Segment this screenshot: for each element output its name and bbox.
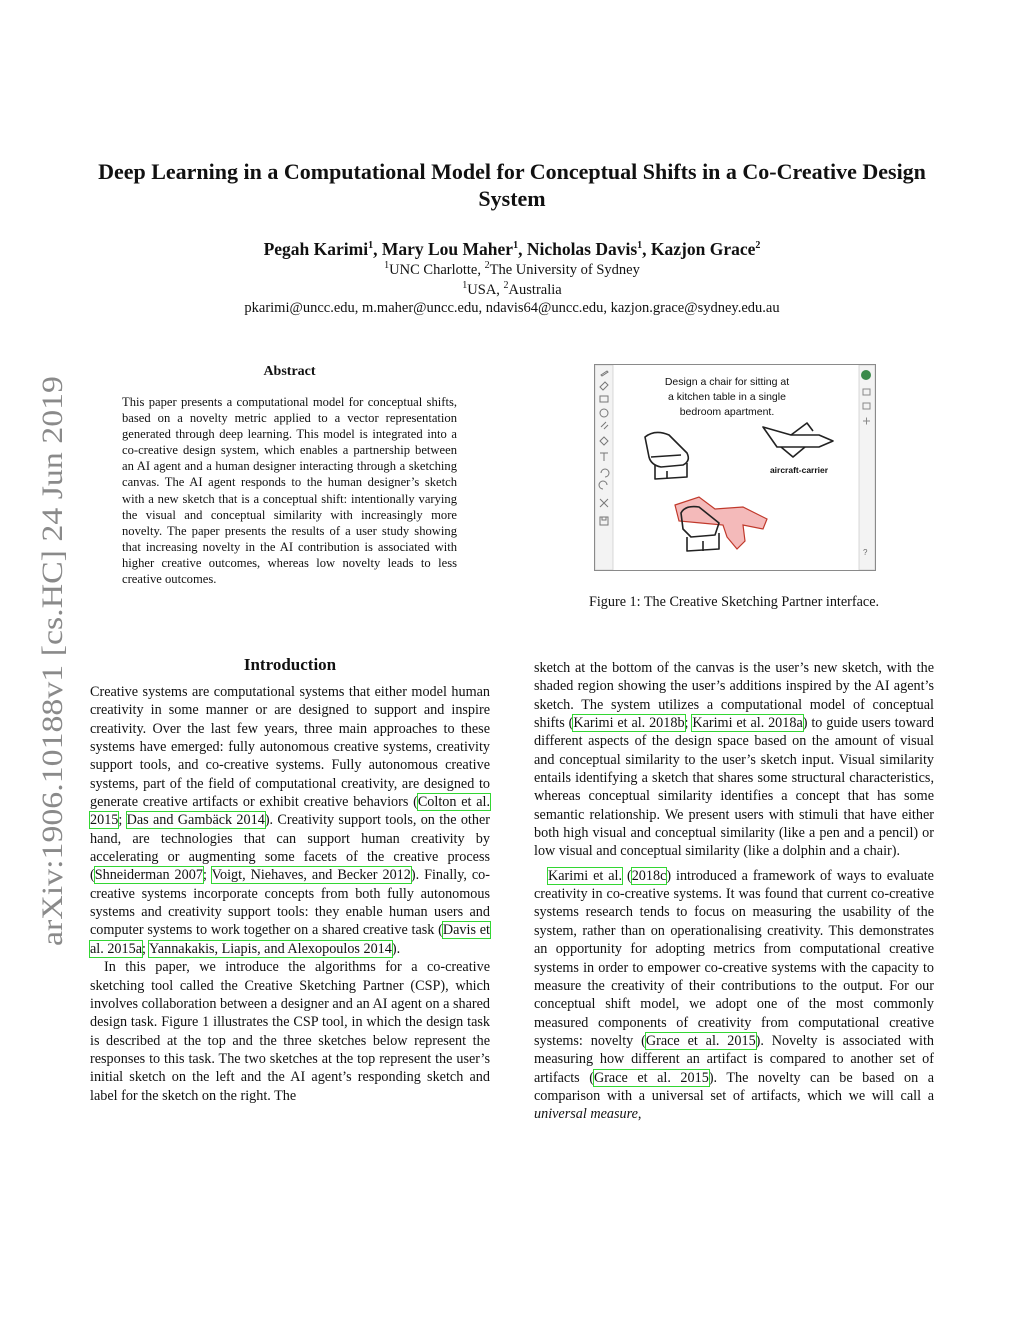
body-text: ).	[391, 940, 401, 957]
author-affil-mark: 1	[368, 240, 374, 252]
citation-link[interactable]: 2018c	[631, 867, 667, 884]
affil-mark: 1	[384, 260, 390, 272]
affil-mark: 2	[484, 260, 490, 272]
avatar	[861, 370, 871, 380]
citation-link[interactable]: Grace et al. 2015	[645, 1032, 756, 1049]
paragraph	[90, 683, 490, 958]
author-affil-mark: 1	[637, 240, 643, 252]
author-emails: pkarimi@uncc.edu, m.maher@uncc.edu, ndavis64@uncc.edu, kazjon.grace@sydney.edu.au	[244, 300, 780, 316]
body-text: ). Creativity support tools, on the other hand, are technologies that can support human creativity by accelerating or augmenting some facets of the creative process (	[90, 812, 490, 884]
left-column	[90, 683, 490, 1105]
citation-link[interactable]: Das and Gambäck 2014	[126, 812, 265, 829]
affil-mark: 1	[462, 280, 468, 292]
affiliation: The University of Sydney	[489, 262, 640, 278]
paper-title: Deep Learning in a Computational Model for Conceptual Shifts in a Co-Creative Design System	[98, 159, 926, 211]
citation-separator: ;	[142, 940, 149, 957]
author-affil-mark: 2	[755, 240, 761, 252]
author-separator: ,	[518, 239, 527, 259]
affil-mark: 2	[503, 280, 509, 292]
body-text: ). Finally, co-creative systems incorporate concepts from both fully autonomous systems and creativity support tools: they enable human users and computer systems to work together on a shared creative task (	[90, 867, 491, 939]
affiliation: USA,	[467, 282, 504, 298]
author: Nicholas Davis	[526, 239, 638, 259]
paragraph: In this paper, we introduce the algorithms for a co-creative sketching tool called the Creative Sketching Partner (CSP), which involves collaboration between a designer and an AI agent on a shared design task. Figure 1 illustrates the CSP tool, in which the design task is described at the top and the three sketches below represent the responses to this task. The two sketches at the top represent the user’s initial sketch on the left and the AI agent’s responding sketch and label for the sketch on the right. The	[90, 959, 490, 1104]
ai-response-sketch	[763, 423, 833, 457]
ai-sketch-label: aircraft-carrier	[769, 465, 829, 475]
user-initial-sketch	[645, 432, 688, 479]
body-text: ,	[637, 1106, 642, 1123]
body-text: ). Novelty is associated with measuring how different an artifact is compared to another set of artifacts (	[534, 1032, 935, 1086]
citation-link[interactable]: Davis et al. 2015a	[90, 922, 491, 957]
abstract-heading: Abstract	[263, 364, 316, 379]
citation-link[interactable]: Shneiderman 2007	[94, 867, 203, 884]
body-text: ). The novelty can be based on a comparison with a universal set of artifacts, which we will call a	[534, 1069, 935, 1104]
design-task-line-3: bedroom apartment.	[679, 406, 775, 418]
right-column	[534, 659, 934, 1124]
citation-link[interactable]: Karimi et al. 2018b	[573, 715, 685, 732]
affiliation-line-2	[80, 281, 944, 300]
body-text: sketch at the bottom of the canvas is the user’s new sketch, with the shaded region showing the user’s additions inspired by the AI agent’s sketch. The system utilizes a computational model of conceptual shifts (	[534, 660, 934, 732]
affiliation-line-1	[80, 261, 944, 280]
arxiv-identifier-text: arXiv:1906.10188v1 [cs.HC] 24 Jun 2019	[36, 441, 69, 946]
abstract-text: This paper presents a computational model for conceptual shifts, based on a novelty metric applied to a vector representation generated through deep learning. This model is integrated into a co-creative design system, which enables a partnership between an AI agent and a human designer interacting through a sketching canvas. The AI agent responds to the human designer’s sketch with a new sketch that is a conceptual shift: intentionally varying the visual and conceptual similarity with increasingly more novelty. The paper presents the results of a user study showing that increasing novelty in the AI contribution is associated with higher creative outcomes, whereas low novelty leads to less creative outcomes.	[122, 395, 457, 587]
citation-separator: ;	[684, 715, 693, 732]
user-new-sketch	[675, 497, 767, 551]
citation-link[interactable]: Grace et al. 2015	[593, 1069, 709, 1086]
citation-link[interactable]: Voigt, Niehaves, and Becker 2012	[211, 867, 411, 884]
author: Pegah Karimi	[263, 239, 369, 259]
citation-link[interactable]: Yannakakis, Liapis, and Alexopoulos 2014	[148, 940, 392, 957]
author-affil-mark: 1	[513, 240, 519, 252]
arxiv-identifier	[20, 370, 80, 950]
author: Kazjon Grace	[650, 239, 756, 259]
citation-link[interactable]: Colton et al. 2015	[90, 794, 490, 829]
inspired-additions-shaded	[675, 497, 767, 549]
figure-caption: Figure 1: The Creative Sketching Partner interface.	[588, 594, 880, 610]
citation-link[interactable]: Karimi et al.	[548, 867, 623, 884]
design-task-line-1: Design a chair for sitting at	[664, 376, 790, 388]
citation-link[interactable]: Karimi et al. 2018a	[692, 715, 803, 732]
emphasized-term: universal measure	[534, 1106, 638, 1123]
side-panel	[859, 365, 875, 570]
citation-separator: ;	[202, 867, 212, 884]
paragraph	[534, 659, 934, 861]
body-text: ) to guide users toward different aspects of the design space based on the amount of visual and conceptual similarity to the user’s sketch input. Visual similarity entails identifying a sketch that shares some structural characteristics, whereas conceptual similarity identifies a concept that has some semantic relationship. We present users with stimuli that have either both high visual and conceptual similarity (like a pen and a pencil) or low visual and conceptual similarity (like a dolphin and a chair).	[534, 715, 935, 860]
author-list	[80, 238, 944, 260]
paragraph	[534, 867, 934, 1124]
body-text: ) introduced a framework of ways to evaluate creativity in co-creative systems. It was found that current co-creative systems research tends to focus on measuring the usability of the system, rather than on operationalising creativity. This demonstrates an opportunity for adopting metrics from computational creative systems in order to empower co-creative systems with the capacity to measure the creativity of their contributions to the output. For our conceptual shift model, we adopt one of the most commonly measured components of creativity from computational creative systems: novelty (	[534, 867, 934, 1049]
design-task-line-2: a kitchen table in a single	[668, 391, 786, 403]
introduction-heading: Introduction	[243, 655, 337, 674]
affiliation: Australia	[508, 282, 562, 298]
citation-separator: ;	[118, 812, 127, 829]
figure-csp-interface	[594, 364, 876, 571]
citation-separator: (	[622, 867, 632, 884]
author-separator: ,	[373, 239, 382, 259]
affiliation: UNC Charlotte,	[389, 262, 485, 278]
author-separator: ,	[642, 239, 651, 259]
author: Mary Lou Maher	[381, 239, 514, 259]
help-icon[interactable]: ?	[863, 548, 868, 557]
body-text: Creative systems are computational systems that either model human creativity in some manner or are designed to support and inspire creativity. Over the last few years, three main approaches to these systems have emerged: fully autonomous creative systems, creativity support tools, and co-creative systems. Fully autonomous creative systems, part of the field of computational creativity, are designed to generate creative artifacts or exhibit creative behaviors (	[90, 684, 490, 811]
